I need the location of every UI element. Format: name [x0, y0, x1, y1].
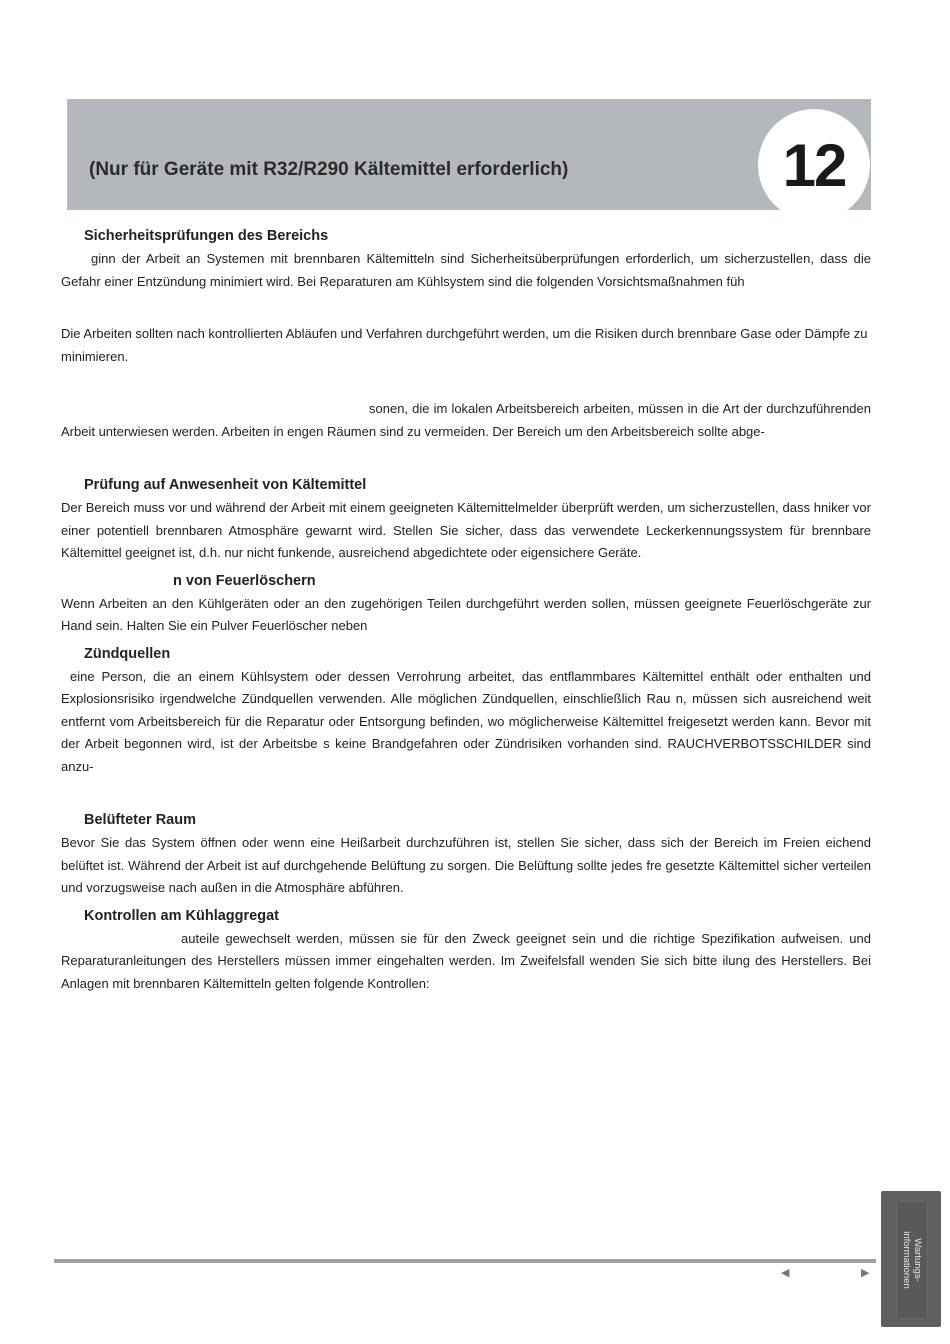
section-heading: Prüfung auf Anwesenheit von Kältemittel: [84, 477, 367, 493]
triangle-right-icon[interactable]: ▶: [861, 1267, 870, 1279]
section-paragraph: auteile gewechselt werden, müssen sie für den Zweck geeignet sein und die richtige Spezifikation aufweisen. und Reparaturanleitungen des Herstellers müssen immer eingehalten werden. Im Zweifelsfall wenden Sie sich bitte ilung des Herstellers. Bei Anlagen mit brennbaren Kältemitteln gelten folgende Kontrollen:: [61, 930, 871, 991]
footer-divider: [54, 1259, 876, 1263]
section-paragraph: ginn der Arbeit an Systemen mit brennbaren Kältemitteln sind Sicherheitsüberprüfungen erforderlich, um sicherzustellen, dass die Gefahr einer Entzündung minimiert wird. Bei Reparaturen am Kühlsystem sind die folgenden Vorsichtsmaßnahmen füh: [61, 251, 871, 289]
section-paragraph: Bevor Sie das System öffnen oder wenn eine Heißarbeit durchzuführen ist, stellen Sie sicher, dass sich der Bereich im Freien eichend belüftet ist. Während der Arbeit ist auf durchgehende Belüftung zu sorgen. Die Belüftung sollte jedes fre gesetzte Kältemittel sicher verteilen und vorzugsweise nach außen in die Atmosphäre abführen.: [61, 835, 871, 895]
chapter-header-band: [67, 99, 871, 210]
section-heading: Belüfteter Raum: [84, 812, 196, 828]
section-paragraph: Wenn Arbeiten an den Kühlgeräten oder an den zugehörigen Teilen durchgeführt werden sollen, müssen geeignete Feuerlöschgeräte zur Hand sein. Halten Sie ein Pulver Feuerlöscher neben: [61, 595, 871, 633]
section-paragraph: eine Person, die an einem Kühlsystem oder dessen Verrohrung arbeitet, das entflammbares Kältemittel enthält oder enthalten und Explosionsrisiko irgendwelche Zündquellen verwenden. Alle möglichen Zündquellen, einschließlich Rau n, müssen sich ausreichend weit entfernt vom Arbeitsbereich für die Reparatur oder Entsorgung befinden, wo möglicherweise Kältemittel freigesetzt werden kann. Bevor mit der Arbeit begonnen wird, ist der Arbeitsbe s keine Brandgefahren oder Zündrisiken vorhanden sind. RAUCHVERBOTSSCHILDER sind anzu-: [61, 668, 871, 774]
section-heading: Sicherheitsprüfungen des Bereichs: [84, 228, 329, 244]
side-tab[interactable]: [881, 1191, 941, 1327]
section-paragraph: Der Bereich muss vor und während der Arbeit mit einem geeigneten Kältemittelmelder überprüft werden, um sicherzustellen, dass hniker vor einer potentiell brennbaren Atmosphäre gewarnt wird. Stellen Sie sicher, dass das verwendete Leckerkennungssystem für brennbare Kältemittel geeignet ist, d.h. nur nicht funkende, ausreichend abgedichtete oder eigensichere Geräte.: [61, 500, 871, 560]
section-heading: n von Feuerlöschern: [173, 572, 316, 589]
section-paragraph: Die Arbeiten sollten nach kontrollierten Abläufen und Verfahren durchgeführt werden, um die Risiken durch brennbare Gase oder Dämpfe zu minimieren.: [61, 326, 868, 364]
chapter-number-badge: [758, 109, 870, 221]
document-body: [61, 224, 871, 995]
chapter-title: (Nur für Geräte mit R32/R290 Kältemittel erforderlich): [89, 159, 569, 180]
section-heading: Kontrollen am Kühlaggregat: [84, 907, 279, 924]
side-tab-frame: [896, 1201, 928, 1319]
triangle-left-icon[interactable]: ◀: [781, 1267, 790, 1279]
chapter-number: 12: [782, 131, 846, 199]
section-heading: Zündquellen: [84, 645, 171, 662]
side-tab-label: Wartungs- informationen: [901, 1231, 923, 1289]
section-paragraph: sonen, die im lokalen Arbeitsbereich arbeiten, müssen in die Art der durchzuführenden Arbeit unterwiesen werden. Arbeiten in engen Räumen sind zu vermeiden. Der Bereich um den Arbeitsbereich sollte abge-: [61, 401, 871, 439]
